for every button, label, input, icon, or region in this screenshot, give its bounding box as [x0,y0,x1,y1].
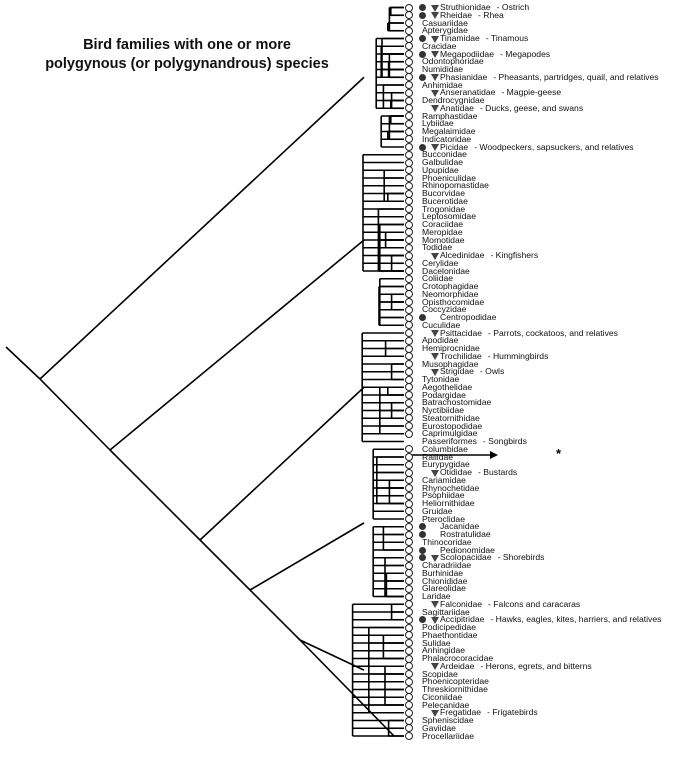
family-tip-circle [405,27,413,35]
family-name: Galbulidae [422,157,464,167]
family-name: Glareolidae [422,583,466,594]
family-common-name: - Ducks, geese, and swans [479,102,584,113]
family-common-name: - Songbirds [482,436,527,446]
family-name: Meropidae [422,226,463,237]
family-name: Anseranatidae [440,87,496,98]
family-name: Rallidae [422,451,454,462]
family-common-name: - Rhea [478,9,504,20]
family-common-name: - Ostrich [496,2,530,12]
family-name: Dendrocygnidae [422,95,485,105]
family-name: Picidae [440,141,469,152]
family-common-name: - Frigatebirds [487,707,538,718]
family-name: Musophagidae [422,358,479,369]
family-tip-circle [405,213,413,221]
family-common-name: - Hawks, eagles, kites, harriers, and relatives [490,614,662,625]
family-name: Numididae [422,64,464,74]
family-name: Struthionidae [440,2,491,12]
family-name: Bucerotidae [422,195,468,206]
family-tip-circle [405,151,413,159]
family-tip-circle [405,50,413,58]
family-tip-circle [405,430,413,438]
family-tip-circle [405,709,413,717]
family-name: Centropodidae [440,312,497,322]
family-tip-circle [405,120,413,128]
family-common-name: - Owls [479,366,505,377]
family-name: Casuariidae [422,17,468,28]
family-tip-circle [405,554,413,562]
family-tip-circle [405,577,413,585]
family-name: Megapodiidae [440,48,494,59]
family-name: Pedionomidae [440,544,495,555]
family-label [440,329,618,338]
family-tip-circle [405,275,413,283]
title-line-2: polygynous (or polygynandrous) species [45,56,329,72]
family-name: Strigidae [440,366,474,377]
family-common-name: - Woodpeckers, sapsuckers, and relatives [474,141,634,152]
family-tip-circle [405,89,413,97]
family-tip-circle [405,678,413,686]
tree-branch [6,347,40,379]
tree-branch [40,379,110,450]
family-tip-circle [405,244,413,252]
family-name: Passeriformes [422,436,477,446]
family-name: Cerylidae [422,257,459,268]
family-tip-circle [405,732,413,740]
family-name: Bucorvidae [422,188,465,198]
family-tip-circle [405,182,413,190]
family-common-name: - Falcons and caracaras [488,598,581,609]
tree-branch [250,523,364,590]
family-tip-circle [405,391,413,399]
family-common-name: - Megapodes [500,48,551,59]
family-name: Alcedinidae [440,250,485,260]
family-common-name: - Shorebirds [497,552,545,563]
family-name: Batrachostomidae [422,397,492,408]
family-name: Phalacrocoracidae [422,653,494,663]
family-common-name: - Tinamous [485,33,529,43]
family-name: Columbidae [422,443,468,454]
family-name: Phoeniculidae [422,172,476,183]
tree-branch [40,77,364,379]
family-tip-circle [405,205,413,213]
family-name: Aegothelidae [422,381,473,392]
family-name: Rhinopomastidae [422,180,489,191]
family-name: Gaviidae [422,722,456,733]
family-common-name: - Magpie-geese [501,87,562,98]
polygyny-dot-marker [419,547,426,554]
family-name: Odontophoridae [422,56,484,67]
family-name: Laridae [422,591,451,601]
family-name: Procellariidae [422,730,475,741]
family-name: Psophiidae [422,490,465,501]
family-tip-circle [405,546,413,554]
family-name: Ciconiidae [422,691,463,702]
family-label [440,73,659,82]
family-name: Tytonidae [422,374,460,384]
family-name: Coraciidae [422,219,464,229]
family-name: Scopidae [422,668,458,679]
family-name: Podargidae [422,389,466,400]
family-common-name: - Hummingbirds [487,350,549,361]
family-name: Eurypygidae [422,459,470,470]
family-name: Rheidae [440,9,473,20]
family-name: Burhinidae [422,567,464,578]
family-name: Bucconidae [422,149,467,160]
family-tip-circle [405,329,413,337]
tree-branch [300,640,394,736]
family-name: Trogonidae [422,203,466,214]
family-name: Anhingidae [422,645,466,656]
family-name: Scolopacidae [440,552,492,563]
family-name: Cracidae [422,40,457,51]
family-tip-circle [405,585,413,593]
family-name: Leptosomidae [422,211,476,222]
family-tip-circle [405,422,413,430]
family-name: Jacanidae [440,521,480,532]
family-tip-circle [405,81,413,89]
family-name: Psittacidae [440,327,483,338]
family-tip-circle [405,647,413,655]
family-name: Phoenicopteridae [422,676,489,687]
family-tip-circle [405,484,413,492]
family-name: Charadriidae [422,560,472,570]
family-tip-circle [405,337,413,345]
family-name: Apterygidae [422,25,468,36]
family-name: Todidae [422,242,453,253]
family-name: Otididae [440,467,473,477]
family-name: Phasianidae [440,71,488,82]
family-label [440,143,634,152]
family-name: Phaethontidae [422,629,478,640]
family-name: Chionididae [422,575,468,586]
title-line-1: Bird families with one or more [83,37,291,53]
family-name: Upupidae [422,164,459,175]
family-tip-circle [405,608,413,616]
family-name: Pteroclidae [422,513,465,524]
family-name: Cariamidae [422,474,466,485]
family-common-name: - Herons, egrets, and bitterns [480,660,592,671]
family-tip-circle [405,298,413,306]
family-common-name: - Bustards [478,467,518,477]
family-label [440,662,592,671]
family-name: Hemiprocnidae [422,343,480,353]
family-tip-circle [405,368,413,376]
family-name: Pelecanidae [422,699,470,710]
family-name: Sulidae [422,637,451,648]
family-name: Threskiornithidae [422,684,488,694]
family-name: Trochilidae [440,350,482,361]
family-tip-circle [405,112,413,120]
family-tip-circle [405,461,413,469]
family-name: Sagittariidae [422,606,470,617]
family-name: Gruidae [422,505,453,516]
tree-branch [300,640,364,670]
family-name: Megalaimidae [422,126,476,136]
polygyny-dot-marker [419,4,426,11]
family-tip-circle [405,515,413,523]
family-name: Tinamidae [440,33,480,43]
family-name: Steatornithidae [422,412,480,423]
family-name: Coliidae [422,273,454,284]
family-name: Spheniscidae [422,715,474,725]
family-tip-circle [405,639,413,647]
family-name: Cuculidae [422,319,461,330]
family-tip-circle [405,523,413,531]
family-name: Coccyzidae [422,304,467,315]
family-tip-circle [405,143,413,151]
tree-branches [6,8,404,737]
family-tip-circle [405,174,413,182]
songbird-arrow-head [490,451,498,459]
family-common-name: - Kingfishers [490,250,539,260]
family-name: Crotophagidae [422,281,479,291]
tree-branch [200,387,364,540]
family-common-name: - Parrots, cockatoos, and relatives [488,327,618,338]
family-name: Opisthocomidae [422,296,485,307]
family-name: Podicipedidae [422,622,476,632]
family-name: Thinocoridae [422,536,472,547]
tree-branch [250,590,300,640]
tree-branch [110,240,364,450]
family-tip-circle [405,399,413,407]
family-tip-circle [405,701,413,709]
family-name: Eurostopodidae [422,420,483,431]
family-name: Anatidae [440,102,474,113]
family-name: Rostratulidae [440,529,491,539]
family-tip-circle [405,306,413,314]
family-name: Heliornithidae [422,498,475,508]
family-name: Falconidae [440,598,483,609]
songbird-asterisk: * [556,446,562,461]
family-name: Ardeidae [440,660,475,671]
family-name: Nyctibiidae [422,405,465,415]
family-name: Momotidae [422,234,465,245]
family-tip-circle [405,670,413,678]
family-name: Ramphastidae [422,110,478,121]
family-name: Caprimulgidae [422,428,478,439]
family-tip-circle [405,360,413,368]
family-tip-circle [405,267,413,275]
family-label [422,732,474,741]
polygyny-triangle-marker [431,5,439,12]
family-tip-circle [405,492,413,500]
family-name: Apodidae [422,335,459,346]
family-tip-circle [405,236,413,244]
family-name: Accipitridae [440,614,485,625]
family-common-name: - Pheasants, partridges, quail, and relatives [493,71,659,82]
family-name: Anhimidae [422,79,463,90]
family-name: Rhynochetidae [422,482,480,493]
family-name: Dacelonidae [422,265,470,276]
family-tip-circle [405,58,413,66]
family-name: Lybiidae [422,118,454,129]
family-tip-circle [405,453,413,461]
family-name: Indicatoridae [422,133,472,144]
family-tip-circle [405,616,413,624]
family-tip-circle [405,19,413,27]
family-name: Neomorphidae [422,288,479,299]
family-name: Fregatidae [440,707,482,718]
tree-branch [110,450,200,540]
tree-branch [200,540,250,590]
